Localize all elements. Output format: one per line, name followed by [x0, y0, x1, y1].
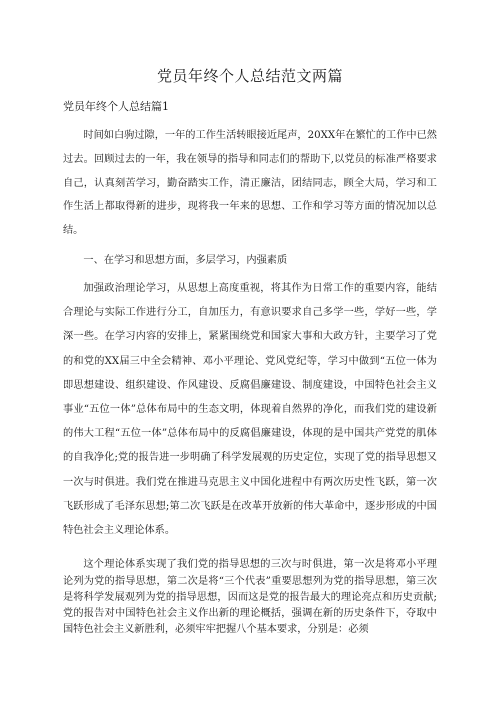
document-title: 党员年终个人总结范文两篇: [156, 67, 343, 85]
theory-paragraph: 这个理论体系实现了我们党的指导思想的三次与时俱进，第一次是将邓小平理论列为党的指导思想，第二次是将“三个代表”重要思想列为党的指导思想，第三次是将科学发展观列为党的指导思想，因而这是党的报告最大的理论亮点和历史贡献;党的报告对中国特色社会主义作出新的理论概括，强调在新的历史条件下，夺取中国特色社会主义新胜利，必须牢牢把握八个基本要求，分别是：必须: [63, 559, 437, 636]
study-paragraph: 加强政治理论学习，从思想上高度重视，将其作为日常工作的重要内容，能结合理论与实际工作进行分工，自加压力，有意识要求自己多学一些，学好一些，学深一些。在学习内容的安排上，紧紧围绕党和国家大事和大政方针，主要学习了党的和党的XX届三中全会精神、邓小平理论、党风党纪等，学习中做到“五位一体为即思想建设、组织建设、作风建设、反腐倡廉建设、制度建设，中国特色社会主义事业“五位一体”总体布局中的生态文明，体现着自然界的净化，而我们党的建设新的伟大工程“五位一体”总体布局中的反腐倡廉建设，体现的是中国共产党党的肌体的自我净化;党的报告进一步明确了科学发展观的历史定位，实现了党的指导思想又一次与时俱进。我们党在推进马克思主义中国化进程中有两次历史性飞跃，第一次飞跃形成了毛泽东思想;第二次飞跃是在改革开放新的伟大革命中，逐步形成的中国特色社会主义理论体系。: [63, 282, 437, 537]
study-section: [63, 277, 437, 543]
intro-section: [63, 124, 437, 243]
theory-section: [63, 557, 437, 638]
section-heading: 一、在学习和思想方面，多层学习，内强素质: [83, 254, 288, 266]
article-subheading: 党员年终个人总结篇1: [63, 100, 169, 113]
intro-paragraph: 时间如白驹过隙，一年的工作生活转眼接近尾声，20XX年在繁忙的工作中已然过去。回顾过去的一年，我在领导的指导和同志们的帮助下,以党员的标准严格要求自己，认真刻苦学习，勤奋踏实工作，清正廉洁，团结同志，顾全大局，学习和工作生活上都取得新的进步，现将我一年来的思想、工作和学习等方面的情况加以总结。: [63, 130, 437, 237]
